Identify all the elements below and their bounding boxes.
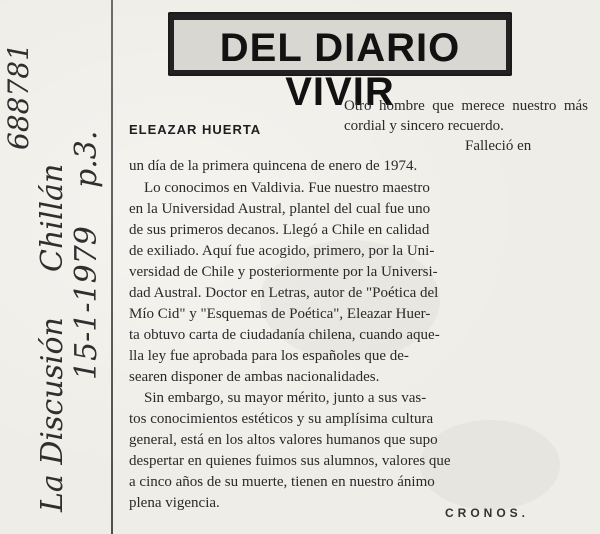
handwritten-page: p.3. [69, 130, 104, 188]
article-line: un día de la primera quincena de enero de 1974. [129, 158, 418, 174]
article-signature: CRONOS. [445, 506, 530, 520]
article-line: tos conocimientos estéticos y su amplísima cultura [129, 411, 434, 427]
handwritten-source: La Discusión [35, 317, 70, 512]
article-line: lla ley fue aprobada para los españoles que de- [129, 348, 409, 364]
article-line: Mío Cid" y "Esquemas de Poética", Eleazar Huer- [129, 306, 431, 322]
handwriting-svg [0, 0, 110, 534]
handwritten-annotation [0, 0, 110, 534]
handwritten-date: 15-1-1979 [69, 226, 104, 380]
column-title: DEL DIARIO VIVIR [219, 26, 461, 114]
article-author: ELEAZAR HUERTA [129, 122, 262, 137]
article-line: a cinco años de su muerte, tienen en nuestro ánimo [129, 474, 435, 490]
handwritten-city: Chillán [35, 163, 70, 272]
article-line: plena vigencia. [129, 495, 220, 511]
article-line: versidad de Chile y posteriormente por la Universi- [129, 264, 438, 280]
article-line: general, está en los altos valores humanos que supo [129, 432, 438, 448]
article-line: dad Austral. Doctor en Letras, autor de "Poética del [129, 285, 439, 301]
article-line: de sus primeros decanos. Llegó a Chile en calidad [129, 222, 430, 238]
article-intro: Otro hombre que merece nuestro más cordial y sincero recuerdo. [344, 98, 588, 134]
clipping-edge [111, 0, 113, 534]
article-line: de exiliado. Aquí fue acogido, primero, por la Uni- [129, 243, 435, 259]
article-line: en la Universidad Austral, plantel del cual fue uno [129, 201, 431, 217]
handwritten-number: 688781 [2, 43, 35, 150]
article-line: despertar en quienes fuimos sus alumnos, valores que [129, 453, 451, 469]
article-line: ta obtuvo carta de ciudadanía chilena, cuando aque- [129, 327, 440, 343]
article-line: searen disponer de ambas nacionalidades. [129, 369, 380, 385]
masthead-inner [174, 20, 506, 114]
article-line: Lo conocimos en Valdivia. Fue nuestro maestro [144, 180, 430, 196]
masthead-box [168, 12, 512, 114]
article-line: Sin embargo, su mayor mérito, junto a sus vas- [144, 390, 427, 406]
article-line: Falleció en [465, 138, 532, 154]
